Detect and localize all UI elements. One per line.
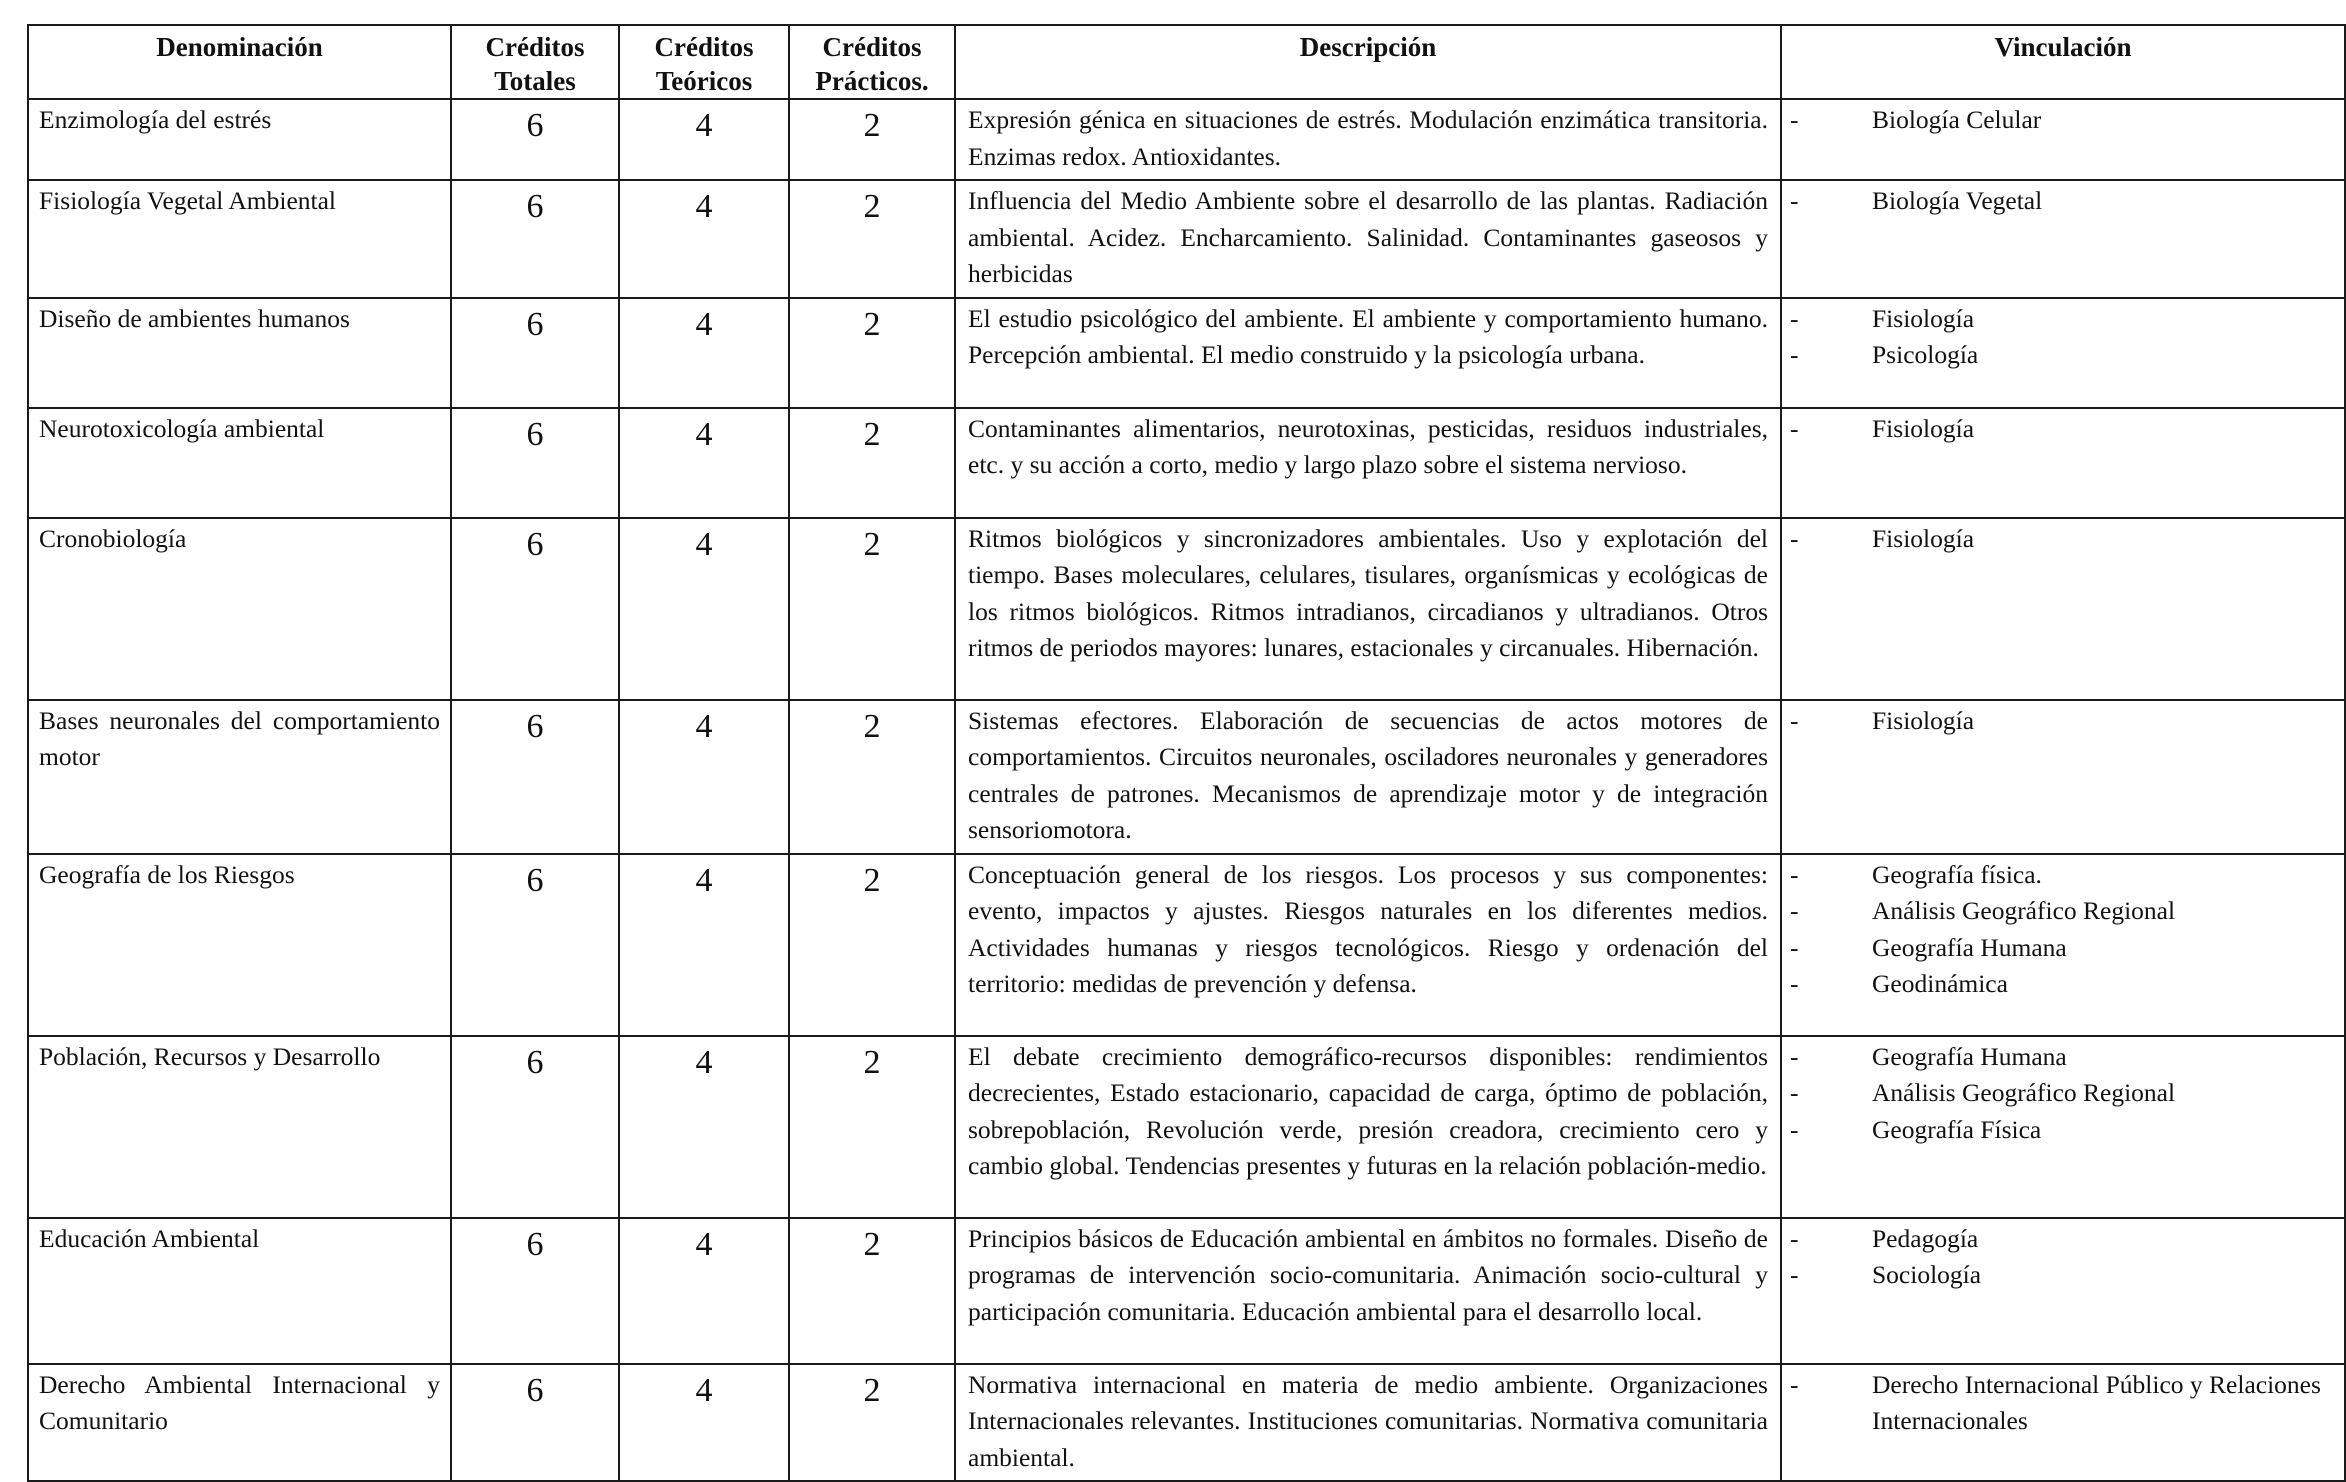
creditos-practicos-value: 2	[789, 180, 955, 298]
bullet-dash-icon: -	[1790, 340, 1799, 369]
subject-name: Derecho Ambiental Internacional y Comunitario	[28, 1364, 451, 1482]
bullet-dash-icon: -	[1790, 413, 1799, 443]
header-creditos-totales: Créditos Totales	[451, 25, 619, 99]
table-row	[28, 1036, 2345, 1218]
table-row	[28, 180, 2345, 298]
vinculacion-cell	[1781, 1036, 2345, 1218]
vinculacion-cell	[1781, 1218, 2345, 1364]
creditos-totales-value: 6	[451, 518, 619, 700]
vinculacion-item	[1790, 893, 2336, 930]
creditos-totales-value: 6	[451, 700, 619, 854]
vinculacion-label: Biología Vegetal	[1872, 186, 2043, 215]
bullet-dash-icon: -	[1790, 1078, 1799, 1107]
vinculacion-label: Psicología	[1872, 340, 1979, 369]
subject-name: Bases neuronales del comportamiento motor	[28, 700, 451, 854]
subject-description: Expresión génica en situaciones de estrés. Modulación enzimática transitoria. Enzimas redox. Antioxidantes.	[955, 99, 1781, 180]
vinculacion-item	[1790, 411, 2336, 448]
creditos-teoricos-value: 4	[619, 408, 789, 518]
table-row	[28, 408, 2345, 518]
creditos-totales-value: 6	[451, 99, 619, 180]
bullet-dash-icon: -	[1790, 896, 1799, 925]
creditos-practicos-value: 2	[789, 1036, 955, 1218]
creditos-teoricos-value: 4	[619, 180, 789, 298]
subject-description: El debate crecimiento demográfico-recursos disponibles: rendimientos decrecientes, Estado estacionario, capacidad de carga, óptimo de población, sobrepoblación, Revolución verde, presión creadora, crecimiento cero y cambio global. Tendencias presentes y futuras en la relación población-medio.	[955, 1036, 1781, 1218]
creditos-practicos-value: 2	[789, 298, 955, 408]
bullet-dash-icon: -	[1790, 1114, 1799, 1144]
bullet-dash-icon: -	[1790, 859, 1799, 889]
creditos-teoricos-value: 4	[619, 1218, 789, 1364]
subject-name: Población, Recursos y Desarrollo	[28, 1036, 451, 1218]
vinculacion-label: Fisiología	[1872, 523, 1975, 553]
creditos-practicos-value: 2	[789, 99, 955, 180]
header-denominacion: Denominación	[28, 25, 451, 99]
vinculacion-item	[1790, 301, 2336, 338]
vinculacion-label: Geodinámica	[1872, 969, 2008, 998]
bullet-dash-icon: -	[1790, 186, 1799, 215]
creditos-teoricos-value: 4	[619, 518, 789, 700]
vinculacion-label: Sociología	[1872, 1260, 1982, 1289]
vinculacion-item	[1790, 521, 2336, 558]
vinculacion-label: Análisis Geográfico Regional	[1872, 1078, 2176, 1107]
subject-description: Conceptuación general de los riesgos. Los procesos y sus componentes: evento, impactos y ajustes. Riesgos naturales en los diferentes medios. Actividades humanas y riesgos tecnológicos. Riesgo y ordenación del territorio: medidas de prevención y defensa.	[955, 854, 1781, 1036]
table-row	[28, 298, 2345, 408]
vinculacion-item	[1790, 966, 2336, 1003]
vinculacion-item	[1790, 183, 2336, 220]
creditos-teoricos-value: 4	[619, 854, 789, 1036]
creditos-teoricos-value: 4	[619, 99, 789, 180]
bullet-dash-icon: -	[1790, 969, 1799, 998]
subject-description: Influencia del Medio Ambiente sobre el desarrollo de las plantas. Radiación ambiental. Acidez. Encharcamiento. Salinidad. Contaminantes gaseosos y herbicidas	[955, 180, 1781, 298]
vinculacion-item	[1790, 337, 2336, 374]
vinculacion-label: Pedagogía	[1872, 1223, 1979, 1253]
vinculacion-label: Derecho Internacional Público y Relaciones Internacionales	[1872, 1369, 2321, 1435]
subject-description: Principios básicos de Educación ambiental en ámbitos no formales. Diseño de programas de intervención socio-comunitaria. Animación socio-cultural y participación comunitaria. Educación ambiental para el desarrollo local.	[955, 1218, 1781, 1364]
creditos-totales-value: 6	[451, 180, 619, 298]
creditos-totales-value: 6	[451, 1218, 619, 1364]
vinculacion-item	[1790, 1112, 2336, 1149]
vinculacion-label: Fisiología	[1872, 303, 1975, 333]
table-row	[28, 700, 2345, 854]
creditos-practicos-value: 2	[789, 700, 955, 854]
creditos-totales-value: 6	[451, 298, 619, 408]
creditos-totales-value: 6	[451, 1036, 619, 1218]
vinculacion-item	[1790, 1221, 2336, 1258]
bullet-dash-icon: -	[1790, 1260, 1799, 1289]
subject-description: El estudio psicológico del ambiente. El ambiente y comportamiento humano. Percepción ambiental. El medio construido y la psicología urbana.	[955, 298, 1781, 408]
bullet-dash-icon: -	[1790, 523, 1799, 553]
bullet-dash-icon: -	[1790, 1223, 1799, 1253]
vinculacion-label: Biología Celular	[1872, 105, 2042, 134]
subject-description: Contaminantes alimentarios, neurotoxinas, pesticidas, residuos industriales, etc. y su acción a corto, medio y largo plazo sobre el sistema nervioso.	[955, 408, 1781, 518]
subjects-table	[27, 24, 2346, 1482]
subject-name: Neurotoxicología ambiental	[28, 408, 451, 518]
vinculacion-cell	[1781, 99, 2345, 180]
vinculacion-cell	[1781, 408, 2345, 518]
table-row	[28, 854, 2345, 1036]
vinculacion-item	[1790, 1367, 2336, 1440]
vinculacion-item	[1790, 102, 2336, 139]
vinculacion-item	[1790, 857, 2336, 894]
table-row	[28, 1218, 2345, 1364]
subject-name: Diseño de ambientes humanos	[28, 298, 451, 408]
vinculacion-label: Geografía Humana	[1872, 1041, 2067, 1071]
creditos-totales-value: 6	[451, 408, 619, 518]
creditos-teoricos-value: 4	[619, 1036, 789, 1218]
header-vinculacion: Vinculación	[1781, 25, 2345, 99]
creditos-totales-value: 6	[451, 854, 619, 1036]
vinculacion-label: Fisiología	[1872, 413, 1975, 443]
subject-name: Cronobiología	[28, 518, 451, 700]
vinculacion-label: Geografía Humana	[1872, 932, 2067, 962]
vinculacion-item	[1790, 1039, 2336, 1076]
vinculacion-cell	[1781, 518, 2345, 700]
bullet-dash-icon: -	[1790, 932, 1799, 962]
creditos-practicos-value: 2	[789, 518, 955, 700]
bullet-dash-icon: -	[1790, 105, 1799, 134]
bullet-dash-icon: -	[1790, 705, 1799, 735]
creditos-practicos-value: 2	[789, 1364, 955, 1482]
creditos-teoricos-value: 4	[619, 1364, 789, 1482]
creditos-practicos-value: 2	[789, 1218, 955, 1364]
creditos-teoricos-value: 4	[619, 700, 789, 854]
vinculacion-item	[1790, 1075, 2336, 1112]
table-row	[28, 518, 2345, 700]
subject-name: Enzimología del estrés	[28, 99, 451, 180]
subject-description: Normativa internacional en materia de medio ambiente. Organizaciones Internacionales relevantes. Instituciones comunitarias. Normativa comunitaria ambiental.	[955, 1364, 1781, 1482]
table-row	[28, 1364, 2345, 1482]
header-descripcion: Descripción	[955, 25, 1781, 99]
vinculacion-cell	[1781, 700, 2345, 854]
vinculacion-cell	[1781, 854, 2345, 1036]
header-creditos-teoricos: Créditos Teóricos	[619, 25, 789, 99]
creditos-practicos-value: 2	[789, 408, 955, 518]
table-row	[28, 99, 2345, 180]
vinculacion-item	[1790, 930, 2336, 967]
vinculacion-item	[1790, 1257, 2336, 1294]
bullet-dash-icon: -	[1790, 1369, 1799, 1399]
vinculacion-label: Geografía Física	[1872, 1114, 2042, 1144]
vinculacion-label: Fisiología	[1872, 705, 1975, 735]
subject-name: Fisiología Vegetal Ambiental	[28, 180, 451, 298]
vinculacion-cell	[1781, 1364, 2345, 1482]
creditos-totales-value: 6	[451, 1364, 619, 1482]
subject-name: Geografía de los Riesgos	[28, 854, 451, 1036]
vinculacion-cell	[1781, 180, 2345, 298]
vinculacion-label: Análisis Geográfico Regional	[1872, 896, 2176, 925]
bullet-dash-icon: -	[1790, 1041, 1799, 1071]
creditos-teoricos-value: 4	[619, 298, 789, 408]
subject-name: Educación Ambiental	[28, 1218, 451, 1364]
subject-description: Sistemas efectores. Elaboración de secuencias de actos motores de comportamientos. Circuitos neuronales, osciladores neuronales y generadores centrales de patrones. Mecanismos de aprendizaje motor y de integración sensoriomotora.	[955, 700, 1781, 854]
header-row	[28, 25, 2345, 99]
creditos-practicos-value: 2	[789, 854, 955, 1036]
vinculacion-cell	[1781, 298, 2345, 408]
bullet-dash-icon: -	[1790, 303, 1799, 333]
subject-description: Ritmos biológicos y sincronizadores ambientales. Uso y explotación del tiempo. Bases moleculares, celulares, tisulares, organísmicas y ecológicas de los ritmos biológicos. Ritmos intradianos, circadianos y ultradianos. Otros ritmos de periodos mayores: lunares, estacionales y circanuales. Hibernación.	[955, 518, 1781, 700]
vinculacion-label: Geografía física.	[1872, 859, 2042, 889]
vinculacion-item	[1790, 703, 2336, 740]
header-creditos-practicos: Créditos Prácticos.	[789, 25, 955, 99]
